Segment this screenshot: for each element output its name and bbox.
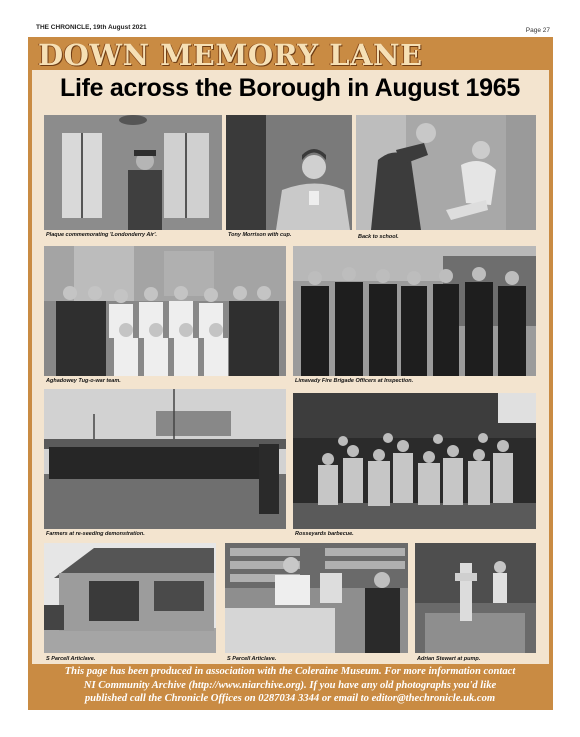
caption-fire: Limavady Fire Brigade Officers at Inspection. bbox=[295, 378, 414, 384]
photo-tony-morrison bbox=[226, 115, 352, 230]
photo-barbecue bbox=[293, 393, 536, 529]
photo-fire-brigade bbox=[293, 246, 536, 376]
caption-parcell-1: S Parcell Articlave. bbox=[46, 656, 96, 662]
photo-tug-o-war bbox=[44, 246, 286, 376]
footer-info-box bbox=[31, 664, 549, 708]
caption-tony: Tony Morrison with cup. bbox=[228, 232, 292, 238]
caption-plaque: Plaque commemorating 'Londonderry Air'. bbox=[46, 232, 157, 238]
caption-adrian: Adrian Stewart at pump. bbox=[417, 656, 481, 662]
page-number: Page 27 bbox=[525, 27, 550, 34]
footer-line-2: NI Community Archive (http://www.niarchive.org). If you have any old photographs you'd like bbox=[83, 679, 497, 691]
photo-adrian-stewart-pump bbox=[415, 543, 536, 653]
caption-parcell-2: S Parcell Articlave. bbox=[227, 656, 277, 662]
caption-barbecue: Rosseyards barbecue. bbox=[295, 531, 354, 537]
photo-farmers bbox=[44, 389, 286, 529]
caption-farmers: Farmers at re-seeding demonstration. bbox=[46, 531, 145, 537]
page-headline: Life across the Borough in August 1965 bbox=[60, 74, 520, 102]
caption-tug: Aghadowey Tug-o-war team. bbox=[46, 378, 121, 384]
newspaper-date-header: THE CHRONICLE, 19th August 2021 bbox=[36, 24, 147, 31]
caption-school: Back to school. bbox=[358, 234, 399, 240]
section-title: DOWN MEMORY LANE bbox=[38, 38, 423, 72]
footer-line-3: published call the Chronicle Offices on 0287034 3344 or email to editor@thechronicle.uk.com bbox=[84, 693, 496, 704]
footer-line-1: This page has been produced in association with the Coleraine Museum. For more information contact bbox=[64, 666, 516, 677]
photo-parcell-shop-interior bbox=[225, 543, 408, 653]
photo-plaque bbox=[44, 115, 222, 230]
photo-parcell-shop-exterior bbox=[44, 543, 216, 653]
photo-back-to-school bbox=[356, 115, 536, 230]
